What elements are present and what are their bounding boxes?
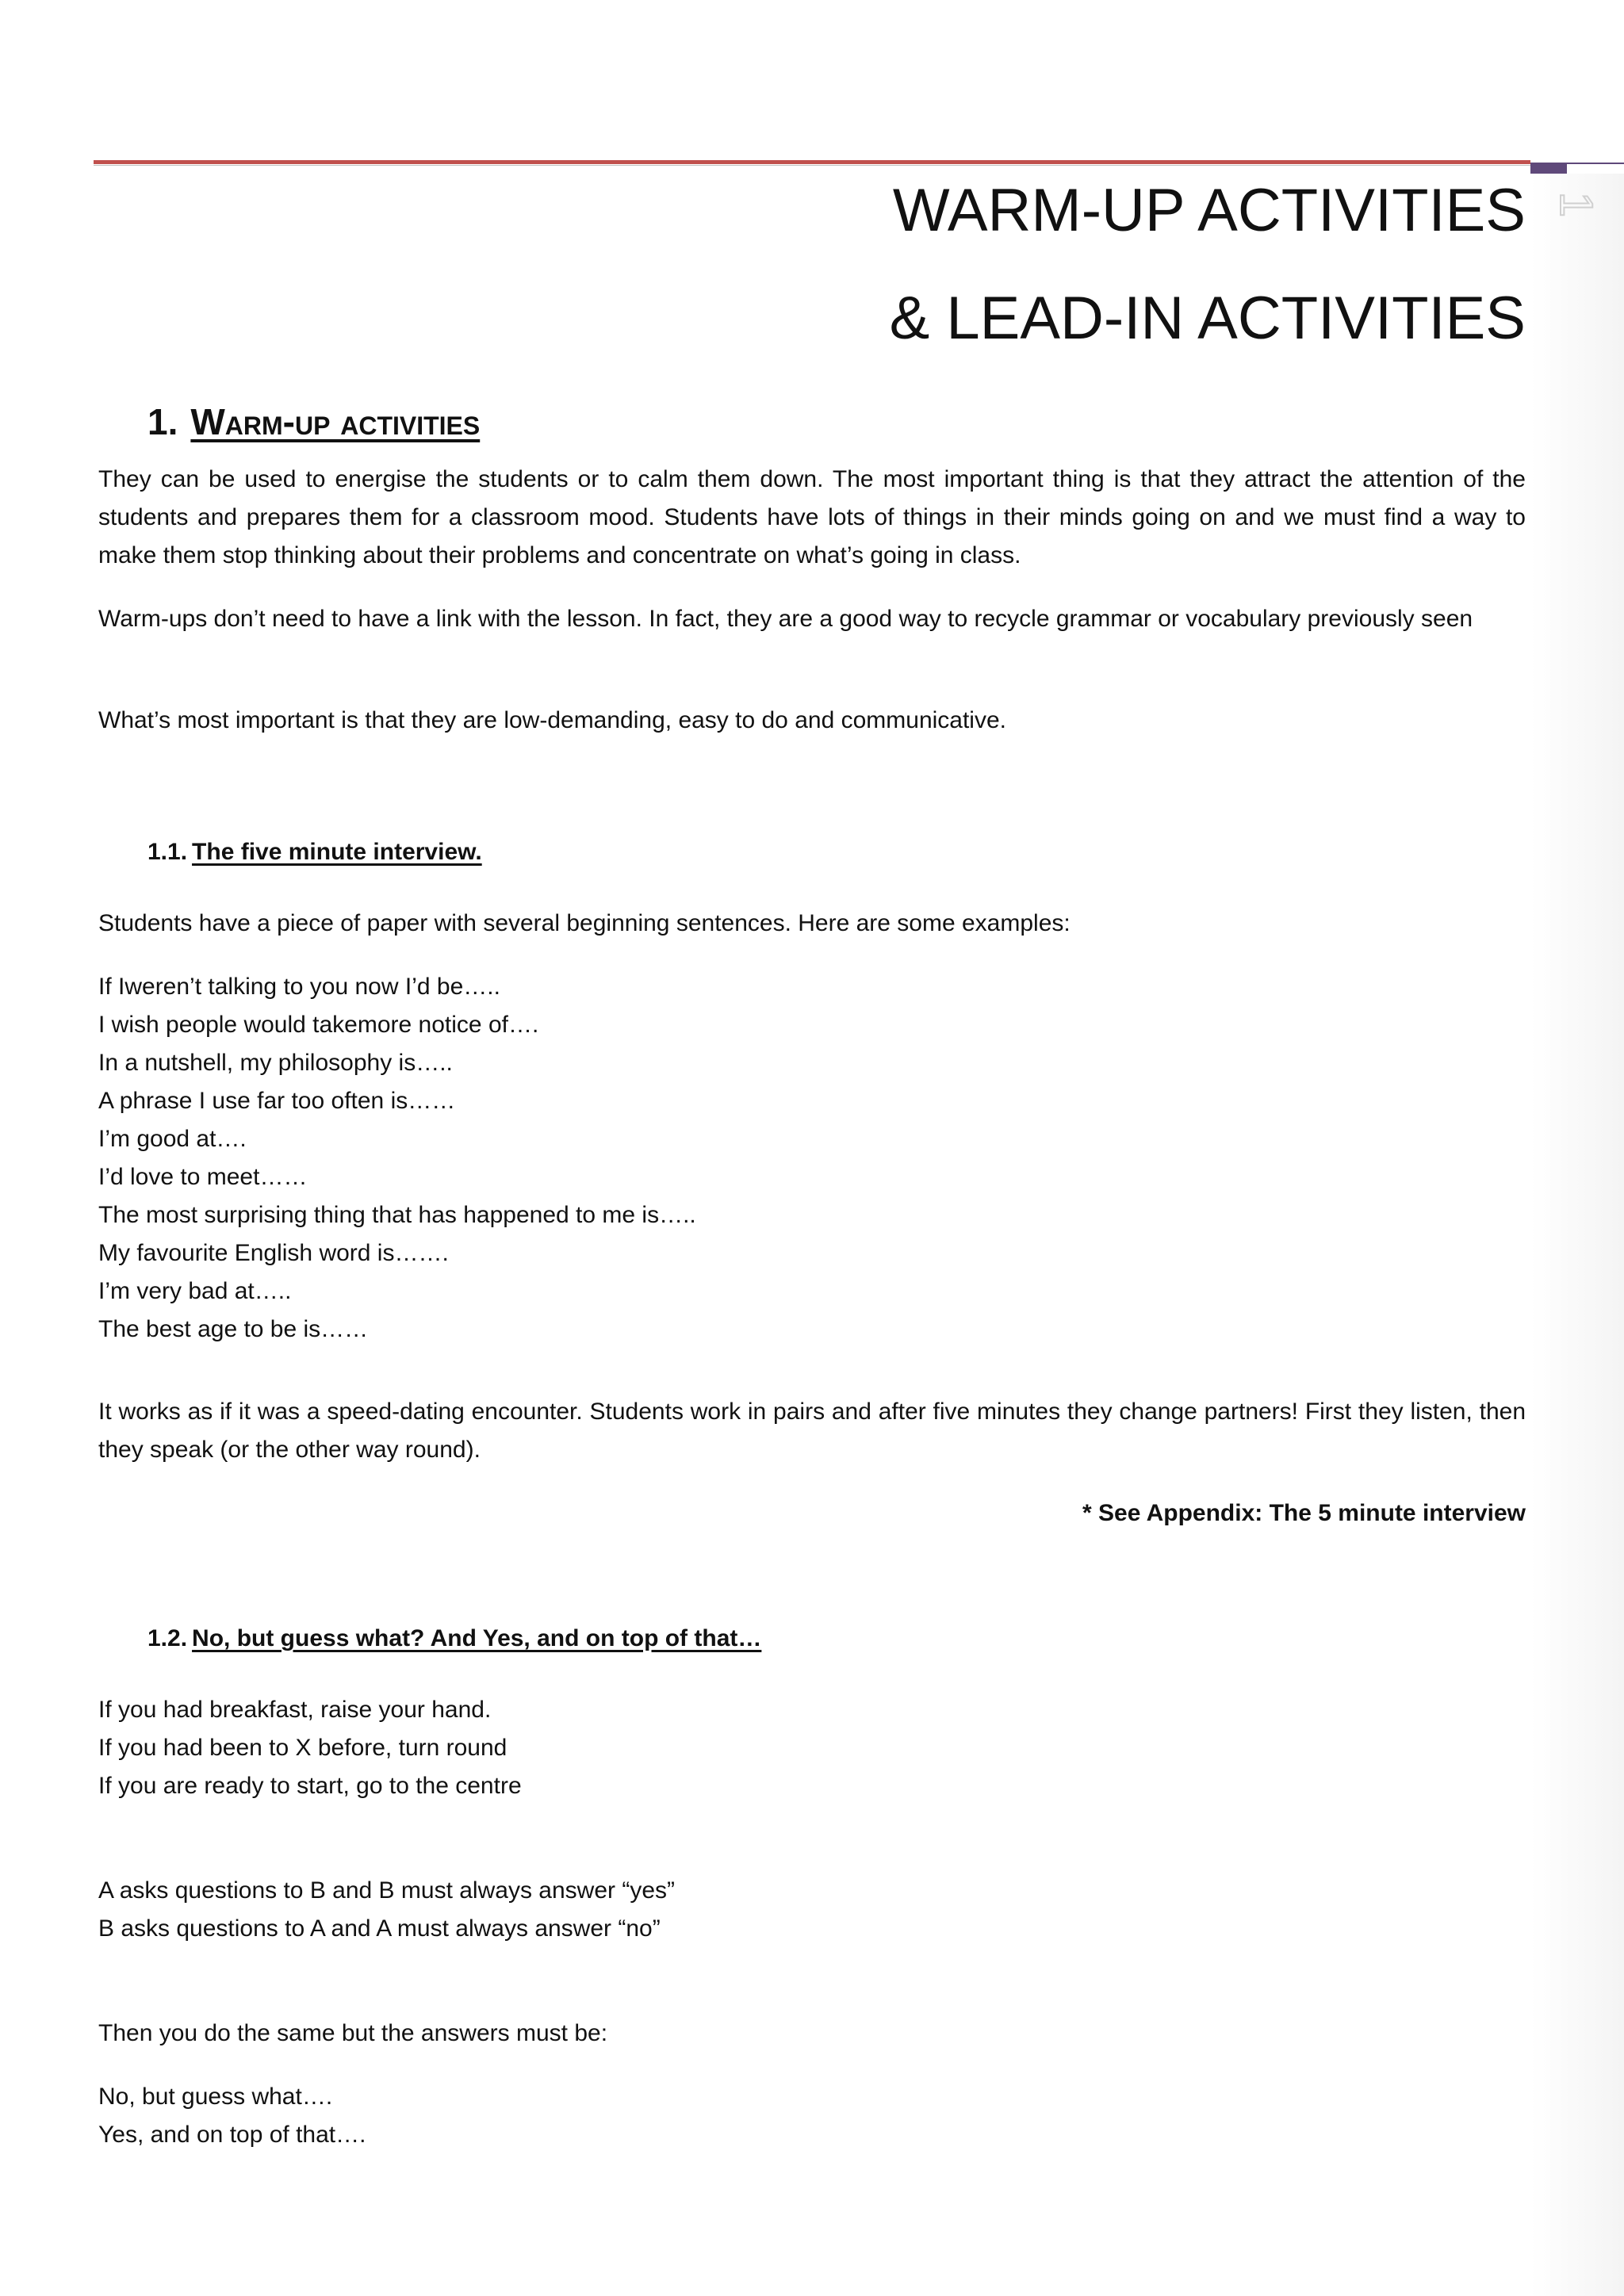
appendix-note: * See Appendix: The 5 minute interview xyxy=(1082,1500,1526,1526)
list-item: I wish people would takemore notice of…. xyxy=(98,1012,539,1038)
list-item: I’m very bad at….. xyxy=(98,1278,292,1304)
subsection-1-1-heading xyxy=(147,833,482,871)
paragraph: It works as if it was a speed-dating encounter. Students work in pairs and after five minutes they change partners! First they listen, then they speak (or the other way round). xyxy=(98,1399,1526,1463)
page-title-line-2: & LEAD-IN ACTIVITIES xyxy=(889,285,1526,352)
section-1-heading xyxy=(147,400,480,444)
list-item: The most surprising thing that has happened to me is….. xyxy=(98,1202,696,1228)
list-item: Yes, and on top of that…. xyxy=(98,2122,366,2148)
header-rule-shadow xyxy=(94,165,1530,166)
right-margin-band xyxy=(1530,174,1624,2296)
section-title: Warm-up activities xyxy=(190,401,481,442)
subsection-1-2-heading xyxy=(147,1620,761,1658)
subsection-title: The five minute interview. xyxy=(192,839,482,865)
paragraph: They can be used to energise the students or to calm them down. The most important thing is that they attract the attention of the students and prepares them for a classroom mood. Students have lots of things in their minds going on and we must find a way to make them stop thinking about their problems and concentrate on what’s going in class. xyxy=(98,466,1526,568)
list-item: I’d love to meet…… xyxy=(98,1164,308,1190)
pair-rules-list xyxy=(98,1872,1526,1948)
subsection-title: No, but guess what? And Yes, and on top of that… xyxy=(192,1625,762,1651)
list-item: In a nutshell, my philosophy is….. xyxy=(98,1050,453,1076)
paragraph: Then you do the same but the answers must be: xyxy=(98,2020,608,2046)
list-item: I’m good at…. xyxy=(98,1126,247,1152)
list-item: If Iweren’t talking to you now I’d be….. xyxy=(98,974,500,1000)
subsection-number: 1.2. xyxy=(147,1625,188,1651)
example-sentence-list xyxy=(98,968,1526,1349)
answer-list xyxy=(98,2078,1526,2154)
paragraph: Students have a piece of paper with several beginning sentences. Here are some examples: xyxy=(98,910,1071,936)
list-item: A phrase I use far too often is…… xyxy=(98,1088,456,1114)
list-item: B asks questions to A and A must always answer “no” xyxy=(98,1915,661,1942)
list-item: If you had breakfast, raise your hand. xyxy=(98,1697,492,1723)
section-number: 1. xyxy=(147,401,178,442)
list-item: If you are ready to start, go to the centre xyxy=(98,1773,522,1799)
subsection-number: 1.1. xyxy=(147,839,188,865)
page-title-line-1: WARM-UP ACTIVITIES xyxy=(892,177,1526,244)
list-item: The best age to be is…… xyxy=(98,1316,369,1342)
list-item: My favourite English word is……. xyxy=(98,1240,449,1266)
list-item: A asks questions to B and B must always answer “yes” xyxy=(98,1877,675,1904)
page-number: 1 xyxy=(1550,191,1603,218)
margin-tab xyxy=(1530,164,1567,174)
header-rule xyxy=(94,160,1530,164)
paragraph: What’s most important is that they are low-demanding, easy to do and communicative. xyxy=(98,707,1006,733)
list-item: If you had been to X before, turn round xyxy=(98,1735,508,1761)
command-list xyxy=(98,1691,1526,1805)
list-item: No, but guess what…. xyxy=(98,2084,333,2110)
paragraph: Warm-ups don’t need to have a link with the lesson. In fact, they are a good way to recycle grammar or vocabulary previously seen xyxy=(98,606,1473,632)
